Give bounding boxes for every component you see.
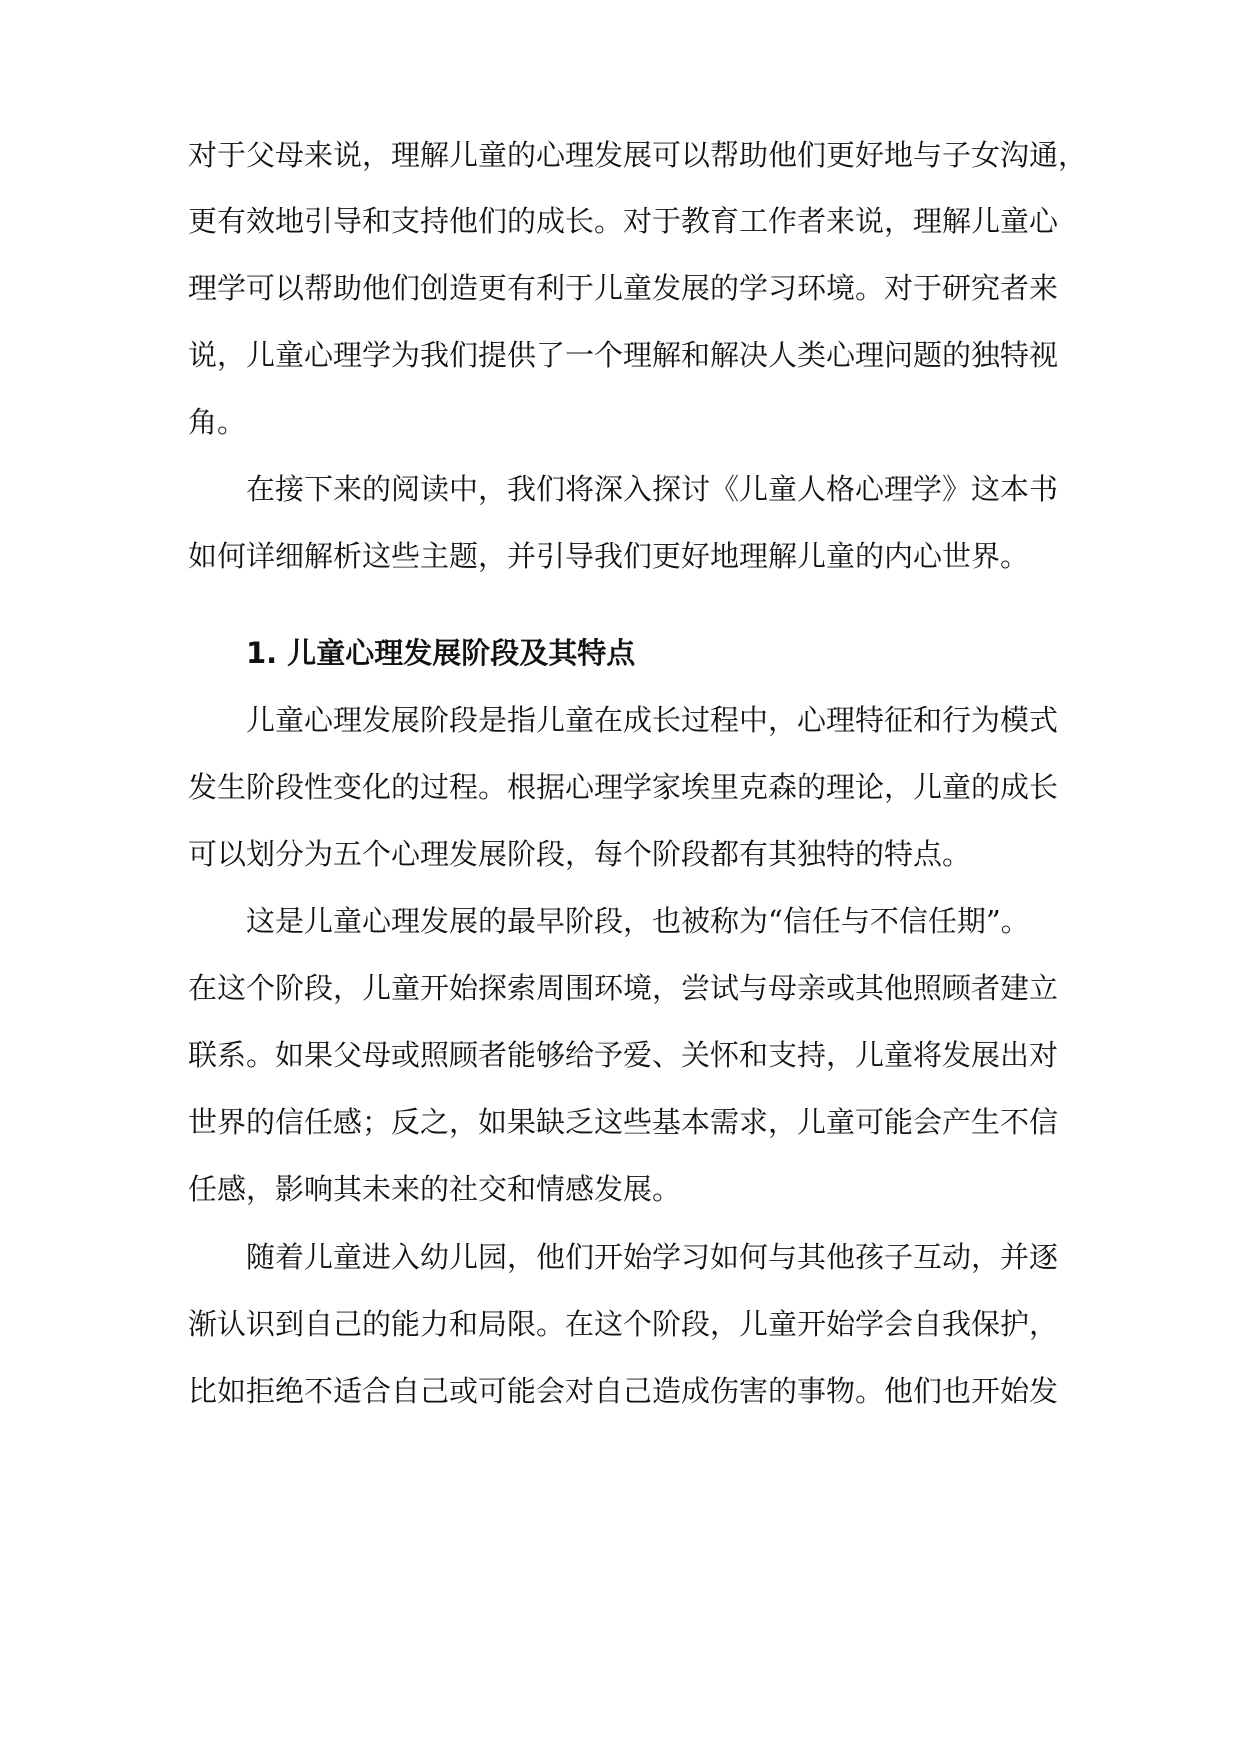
paragraph-4-line-4: 世界的信任感；反之，如果缺乏这些基本需求，儿童可能会产生不信 bbox=[188, 1105, 1059, 1139]
paragraph-5-line-1: 随着儿童进入幼儿园，他们开始学习如何与其他孩子互动，并逐 bbox=[246, 1240, 1059, 1274]
section-heading: 1. 儿童心理发展阶段及其特点 bbox=[246, 636, 636, 670]
paragraph-2-line-1: 在接下来的阅读中，我们将深入探讨《儿童人格心理学》这本书 bbox=[246, 472, 1059, 506]
paragraph-1-line-4: 说，儿童心理学为我们提供了一个理解和解决人类心理问题的独特视 bbox=[188, 338, 1059, 372]
paragraph-3-line-2: 发生阶段性变化的过程。根据心理学家埃里克森的理论，儿童的成长 bbox=[188, 770, 1059, 804]
paragraph-5-line-2: 渐认识到自己的能力和局限。在这个阶段，儿童开始学会自我保护， bbox=[188, 1307, 1059, 1341]
paragraph-4-line-5: 任感，影响其未来的社交和情感发展。 bbox=[188, 1172, 682, 1206]
paragraph-1-line-2: 更有效地引导和支持他们的成长。对于教育工作者来说，理解儿童心 bbox=[188, 204, 1059, 238]
paragraph-4-line-2: 在这个阶段，儿童开始探索周围环境，尝试与母亲或其他照顾者建立 bbox=[188, 971, 1059, 1005]
paragraph-4-line-1: 这是儿童心理发展的最早阶段，也被称为“信任与不信任期”。 bbox=[246, 904, 1030, 938]
paragraph-2-line-2: 如何详细解析这些主题，并引导我们更好地理解儿童的内心世界。 bbox=[188, 539, 1030, 573]
paragraph-4-line-3: 联系。如果父母或照顾者能够给予爱、关怀和支持，儿童将发展出对 bbox=[188, 1038, 1059, 1072]
paragraph-1-line-3: 理学可以帮助他们创造更有利于儿童发展的学习环境。对于研究者来 bbox=[188, 271, 1059, 305]
paragraph-1-line-5: 角。 bbox=[188, 405, 247, 439]
paragraph-3-line-3: 可以划分为五个心理发展阶段，每个阶段都有其独特的特点。 bbox=[188, 837, 972, 871]
paragraph-5-line-3: 比如拒绝不适合自己或可能会对自己造成伤害的事物。他们也开始发 bbox=[188, 1374, 1059, 1408]
paragraph-1-line-1: 对于父母来说，理解儿童的心理发展可以帮助他们更好地与子女沟通， bbox=[188, 138, 1088, 172]
paragraph-3-line-1: 儿童心理发展阶段是指儿童在成长过程中，心理特征和行为模式 bbox=[246, 703, 1059, 737]
